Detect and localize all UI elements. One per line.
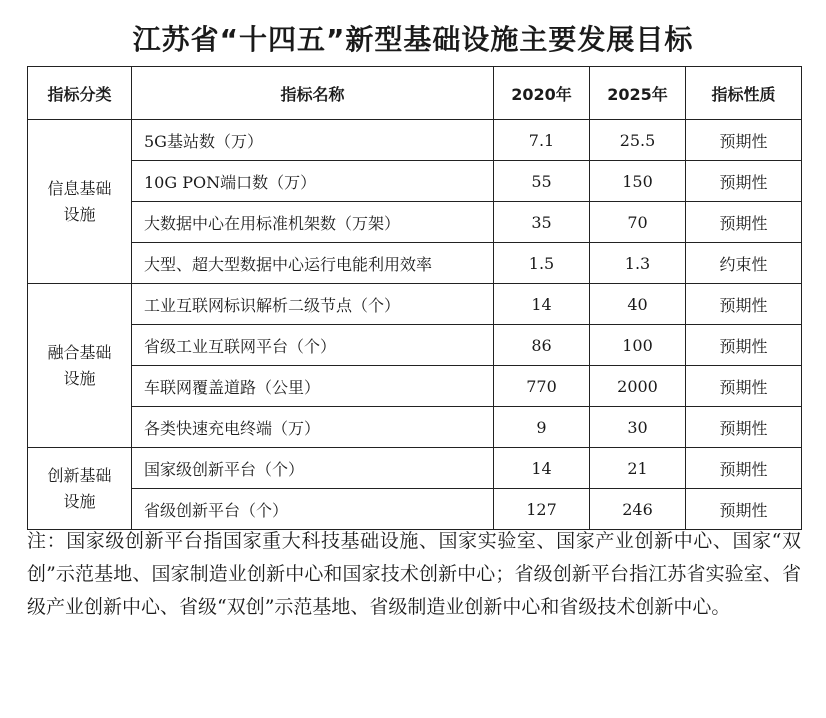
value-2020: 86: [494, 325, 590, 366]
category-line: 设施: [63, 491, 96, 511]
header-nature: 指标性质: [686, 67, 802, 120]
value-2020: 14: [494, 284, 590, 325]
value-2020: 55: [494, 161, 590, 202]
header-indicator-name: 指标名称: [132, 67, 494, 120]
category-line: 设施: [63, 368, 96, 388]
value-2020: 9: [494, 407, 590, 448]
value-2025: 40: [590, 284, 686, 325]
value-2020: 7.1: [494, 120, 590, 161]
table-row: [28, 202, 802, 243]
value-2020: 35: [494, 202, 590, 243]
value-2020: 1.5: [494, 243, 590, 284]
indicator-nature: 预期性: [686, 366, 802, 407]
targets-table: [27, 66, 802, 530]
value-2025: 2000: [590, 366, 686, 407]
category-line: 设施: [63, 204, 96, 224]
value-2025: 30: [590, 407, 686, 448]
header-2020: 2020年: [494, 67, 590, 120]
value-2025: 150: [590, 161, 686, 202]
category-cell: [28, 284, 132, 448]
indicator-name: 10G PON端口数（万）: [132, 161, 494, 202]
indicator-nature: 预期性: [686, 448, 802, 489]
table-row: [28, 161, 802, 202]
value-2020: 127: [494, 489, 590, 530]
indicator-name: 各类快速充电终端（万）: [132, 407, 494, 448]
category-line: 创新基础: [47, 465, 112, 485]
indicator-name: 大数据中心在用标准机架数（万架）: [132, 202, 494, 243]
indicator-nature: 预期性: [686, 489, 802, 530]
value-2020: 14: [494, 448, 590, 489]
value-2025: 70: [590, 202, 686, 243]
indicator-name: 车联网覆盖道路（公里）: [132, 366, 494, 407]
page-title: 江苏省“十四五”新型基础设施主要发展目标: [132, 23, 694, 56]
indicator-nature: 预期性: [686, 120, 802, 161]
indicator-nature: 预期性: [686, 202, 802, 243]
indicator-name: 工业互联网标识解析二级节点（个）: [132, 284, 494, 325]
value-2025: 21: [590, 448, 686, 489]
category-line: 融合基础: [47, 342, 112, 362]
indicator-nature: 预期性: [686, 284, 802, 325]
value-2025: 100: [590, 325, 686, 366]
table-row: [28, 407, 802, 448]
table-row: [28, 448, 802, 489]
value-2025: 246: [590, 489, 686, 530]
table-row: [28, 366, 802, 407]
header-row: [28, 67, 802, 120]
indicator-nature: 预期性: [686, 407, 802, 448]
indicator-name: 省级创新平台（个）: [132, 489, 494, 530]
indicator-nature: 预期性: [686, 161, 802, 202]
indicator-nature: 预期性: [686, 325, 802, 366]
indicator-name: 省级工业互联网平台（个）: [132, 325, 494, 366]
table-row: [28, 284, 802, 325]
value-2020: 770: [494, 366, 590, 407]
table-row: [28, 489, 802, 530]
category-cell: [28, 448, 132, 530]
table-row: [28, 120, 802, 161]
footnote: 注：国家级创新平台指国家重大科技基础设施、国家实验室、国家产业创新中心、国家“双创”示范基地、国家制造业创新中心和国家技术创新中心；省级创新平台指江苏省实验室、省级产业创新中心、省级“双创”示范基地、省级制造业创新中心和省级技术创新中心。: [27, 530, 801, 618]
indicator-nature: 约束性: [686, 243, 802, 284]
category-cell: [28, 120, 132, 284]
table-row: [28, 243, 802, 284]
header-2025: 2025年: [590, 67, 686, 120]
indicator-name: 5G基站数（万）: [132, 120, 494, 161]
category-line: 信息基础: [47, 178, 112, 198]
value-2025: 1.3: [590, 243, 686, 284]
value-2025: 25.5: [590, 120, 686, 161]
table-row: [28, 325, 802, 366]
header-category: 指标分类: [28, 67, 132, 120]
indicator-name: 大型、超大型数据中心运行电能利用效率: [132, 243, 494, 284]
indicator-name: 国家级创新平台（个）: [132, 448, 494, 489]
